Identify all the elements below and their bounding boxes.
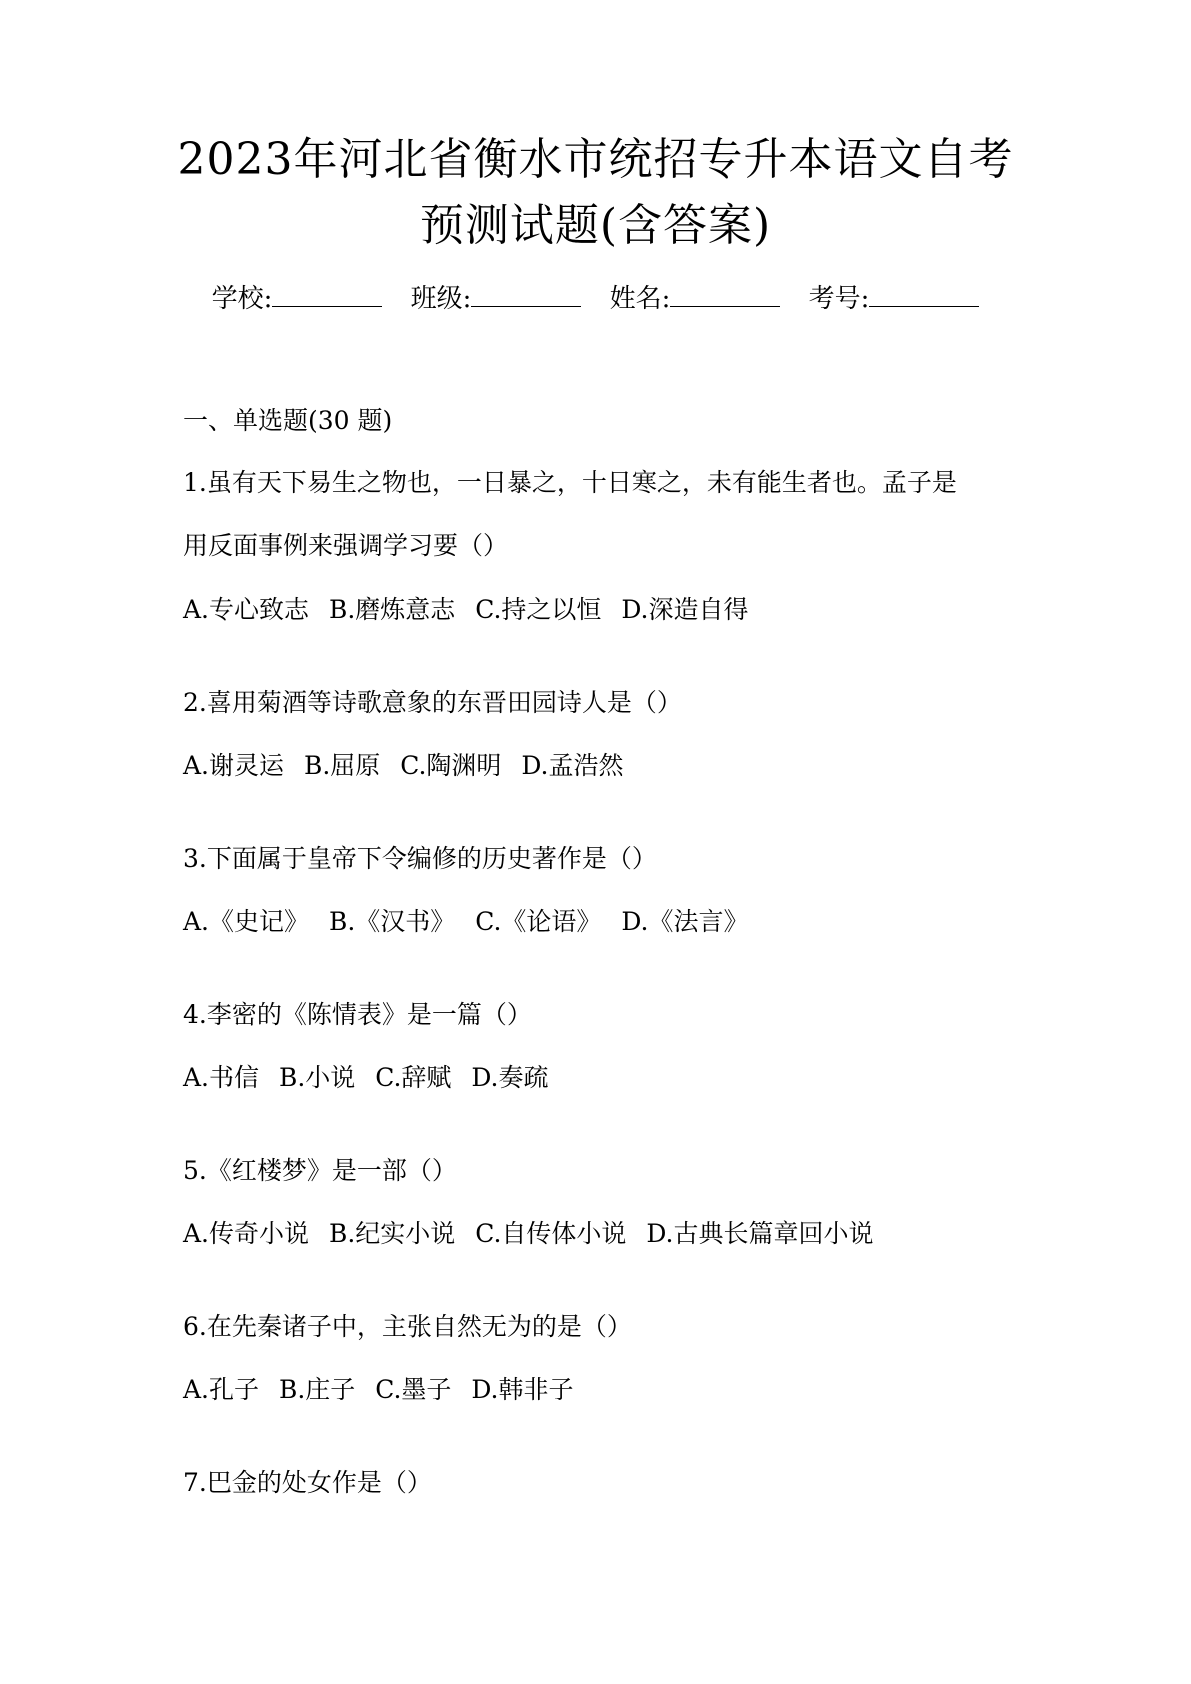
question-6-options: [183, 1372, 586, 1408]
option-a: A.《史记》: [183, 907, 310, 936]
school-blank: [272, 280, 382, 307]
name-label: 姓名:: [609, 284, 671, 314]
option-b: B.《汉书》: [328, 907, 456, 936]
option-c: C.辞赋: [375, 1063, 452, 1092]
class-label: 班级:: [410, 284, 472, 314]
class-blank: [471, 280, 581, 307]
option-d: D.韩非子: [471, 1375, 574, 1404]
option-d: D.古典长篇章回小说: [646, 1219, 874, 1248]
option-a: A.孔子: [183, 1375, 260, 1404]
option-a: A.书信: [183, 1063, 260, 1092]
option-c: C.持之以恒: [475, 595, 602, 624]
option-c: C.自传体小说: [475, 1219, 627, 1248]
option-c: C.《论语》: [475, 907, 602, 936]
school-label: 学校:: [211, 284, 273, 314]
option-d: D.《法言》: [621, 907, 749, 936]
option-a: A.谢灵运: [183, 751, 285, 780]
option-b: B.小说: [278, 1063, 356, 1092]
question-3-stem: 3.下面属于皇帝下令编修的历史著作是（）: [183, 844, 657, 873]
option-d: D.孟浩然: [521, 751, 624, 780]
page-title-line-1: 2023年河北省衡水市统招专升本语文自考: [177, 134, 1014, 185]
option-a: A.专心致志: [183, 595, 310, 624]
question-2-options: [183, 748, 636, 784]
exam-number-field: [809, 280, 980, 317]
question-6-stem: 6.在先秦诸子中，主张自然无为的是（）: [183, 1312, 632, 1341]
school-field: [212, 280, 383, 317]
question-2-stem: 2.喜用菊酒等诗歌意象的东晋田园诗人是（）: [183, 688, 682, 717]
question-5-stem: 5.《红楼梦》是一部（）: [183, 1156, 457, 1185]
exam-number-label: 考号:: [808, 284, 870, 314]
question-3-options: [183, 904, 761, 940]
option-a: A.传奇小说: [183, 1219, 310, 1248]
student-info-row: [0, 280, 1191, 317]
class-field: [411, 280, 582, 317]
question-1-options: [183, 592, 761, 628]
option-b: B.庄子: [278, 1375, 356, 1404]
option-d: D.深造自得: [621, 595, 749, 624]
option-c: C.墨子: [375, 1375, 452, 1404]
option-d: D.奏疏: [471, 1063, 549, 1092]
question-4-stem: 4.李密的《陈情表》是一篇（）: [183, 1000, 532, 1029]
page-title-line-2: 预测试题(含答案): [419, 200, 772, 251]
exam-number-blank: [869, 280, 979, 307]
name-blank: [670, 280, 780, 307]
section-heading: 一、单选题(30 题): [183, 406, 393, 435]
option-b: B.纪实小说: [328, 1219, 456, 1248]
question-7-stem: 7.巴金的处女作是（）: [183, 1468, 432, 1497]
question-1-stem-continued: 用反面事例来强调学习要（）: [183, 531, 509, 560]
name-field: [610, 280, 781, 317]
question-1-stem: 1.虽有天下易生之物也，一日暴之，十日寒之，未有能生者也。孟子是: [183, 468, 957, 497]
option-b: B.磨炼意志: [328, 595, 456, 624]
question-5-options: [183, 1216, 886, 1252]
option-b: B.屈原: [303, 751, 381, 780]
option-c: C.陶渊明: [400, 751, 502, 780]
question-4-options: [183, 1060, 561, 1096]
